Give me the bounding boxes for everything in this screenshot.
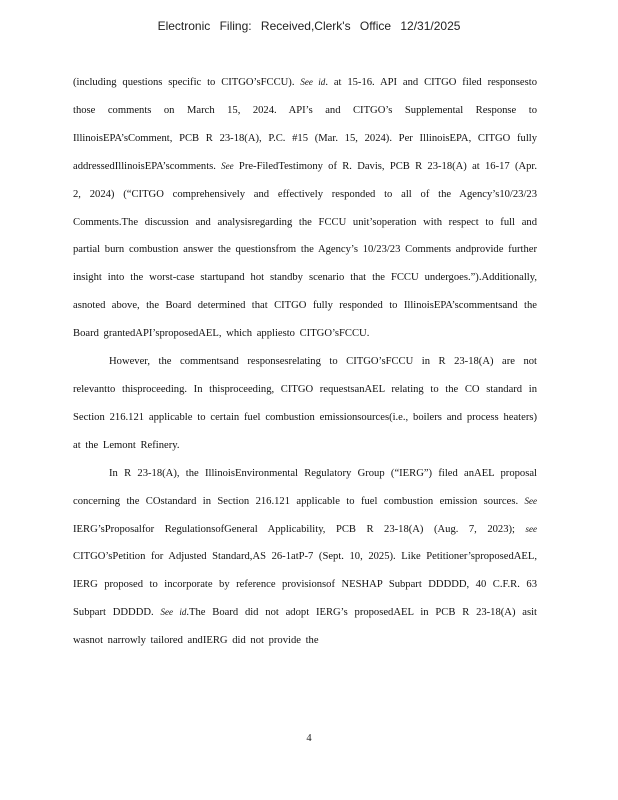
page-number: 4 (306, 733, 312, 744)
citation-signal: See id (160, 607, 187, 618)
text-run: CITGO’sPetition for Adjusted Standard,AS 26-1atP-7 (Sept. 10, 2025). Like Petitioner’sproposedAEL, IERG proposed to incorporate by reference provisionsof NESHAP Subpart DDDDD, 40 C.F.R. 63 Subpart DDDDD. (73, 551, 537, 619)
text-run: Pre-FiledTestimony of R. Davis, PCB R 23-18(A) at 16-17 (Apr. 2, 2024) (“CITGO comprehensively and effectively responded to all of the Agency’s10/23/23 Comments.The discussion and analysisregarding the FCCU unit’soperation with respect to full and partial burn combustion answer the questionsfrom the Agency’s 10/23/23 Comments andprovide further insight into the worst-case startupand hot standby scenario that the FCCU undergoes.”).Additionally, asnoted above, the Board determined that CITGO fully responded to IllinoisEPA’scommentsand the Board grantedAPI’sproposedAEL, which appliesto CITGO’sFCCU. (73, 160, 538, 340)
text-run: .The Board did not adopt IERG’s proposedAEL in PCB R 23-18(A) asit wasnot narrowly tailored andIERG did not provide the (73, 607, 537, 647)
citation-signal: See (524, 495, 537, 506)
paragraph-1 (73, 69, 537, 348)
citation-signal: see (525, 523, 537, 534)
paragraph-3 (73, 460, 537, 655)
text-run: However, the commentsand responsesrelating to CITGO’sFCCU in R 23-18(A) are not relevantto thisproceeding. In thisproceeding, CITGO requestsanAEL relating to the CO standard in Section 216.121 applicable to certain fuel combustion emissionsources(i.e., boilers and process heaters) at the Lemont Refinery. (73, 356, 537, 451)
text-run: In R 23-18(A), the IllinoisEnvironmental Regulatory Group (“IERG”) filed anAEL proposal concerning the COstandard in Section 216.121 applicable to fuel combustion emission sources. (73, 467, 537, 507)
body-text (73, 69, 537, 655)
citation-signal: See id (300, 77, 326, 87)
citation-signal: See (221, 160, 234, 171)
text-run: (including questions specific to CITGO’sFCCU). (73, 77, 301, 88)
filing-stamp-header: Electronic Filing: Received,Clerk's Office 12/31/2025 (157, 19, 461, 33)
paragraph-2 (73, 348, 537, 460)
text-run: . at 15-16. API and CITGO filed responsesto those comments on March 15, 2024. API’s and CITGO’s Supplemental Response to IllinoisEPA’sComment, PCB R 23-18(A), P.C. #15 (Mar. 15, 2024). Per IllinoisEPA, CITGO fully addressedIllinoisEPA’scomments. (73, 77, 537, 172)
text-run: IERG’sProposalfor RegulationsofGeneral Applicability, PCB R 23-18(A) (Aug. 7, 2023); (73, 523, 526, 535)
